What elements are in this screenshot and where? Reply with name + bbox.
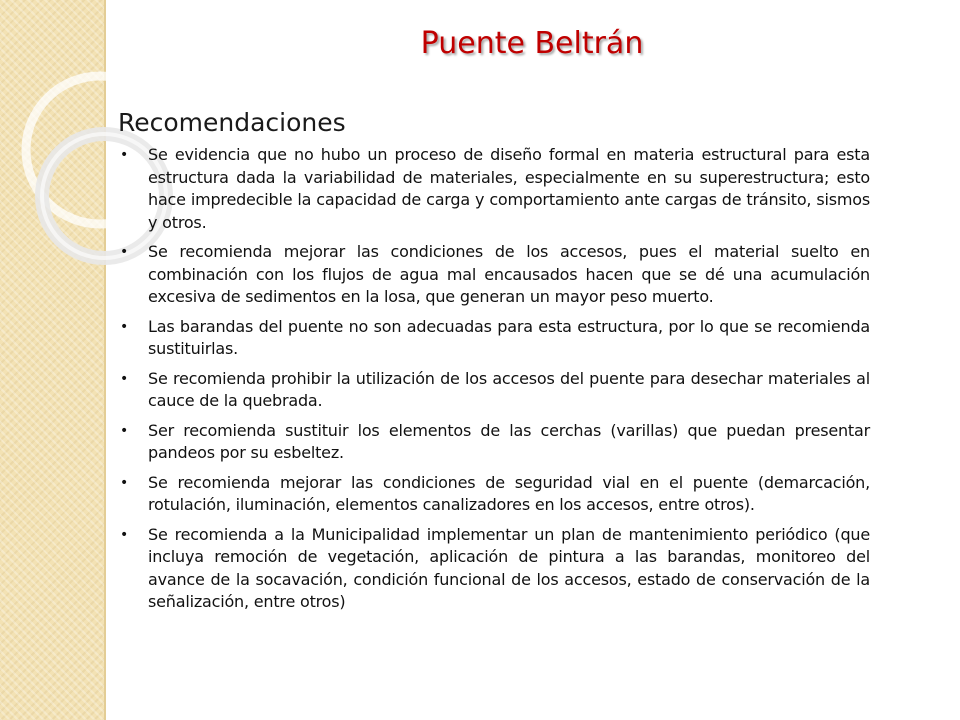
list-item: [118, 316, 870, 361]
list-item-text: Se recomienda mejorar las condiciones de los accesos, pues el material suelto en combinación con los flujos de agua mal encausados hacen que se dé una acumulación excesiva de sedimentos en la losa, que generan un mayor peso muerto.: [148, 242, 870, 306]
list-item-text: Se evidencia que no hubo un proceso de diseño formal en materia estructural para esta estructura dada la variabilidad de materiales, especialmente en su superestructura; esto hace impredecible la capacidad de carga y comportamiento ante cargas de tránsito, sismos y otros.: [148, 145, 870, 232]
bullet-icon: •: [120, 244, 129, 260]
list-item-text: Las barandas del puente no son adecuadas para esta estructura, por lo que se recomienda sustituirlas.: [148, 316, 870, 358]
list-item: [118, 241, 870, 309]
list-item: [118, 524, 870, 614]
bullet-icon: •: [120, 370, 129, 387]
bullet-icon: •: [120, 422, 129, 439]
list-item-text: Se recomienda a la Municipalidad implementar un plan de mantenimiento periódico (que incluya remoción de vegetación, aplicación de pintura a las barandas, monitoreo del avance de la socavación, condición funcional de los accesos, estado de conservación de la señalización, entre otros): [148, 524, 870, 611]
bullet-icon: •: [120, 318, 129, 335]
list-item: [118, 144, 870, 234]
slide-title: Puente Beltrán: [420, 26, 644, 61]
list-item: [118, 368, 870, 413]
bullet-icon: •: [120, 147, 129, 163]
list-item-text: Ser recomienda sustituir los elementos de las cerchas (varillas) que puedan presentar pandeos por su esbeltez.: [148, 420, 870, 462]
list-item-text: Se recomienda prohibir la utilización de los accesos del puente para desechar materiales al cauce de la quebrada.: [148, 368, 870, 410]
bullet-icon: •: [120, 526, 129, 543]
list-item: [118, 472, 870, 517]
recommendations-list: [118, 144, 870, 621]
list-item-text: Se recomienda mejorar las condiciones de seguridad vial en el puente (demarcación, rotulación, iluminación, elementos canalizadores en los accesos, entre otros).: [148, 472, 870, 514]
section-heading: Recomendaciones: [118, 108, 346, 137]
bullet-icon: •: [120, 474, 129, 491]
list-item: [118, 420, 870, 465]
